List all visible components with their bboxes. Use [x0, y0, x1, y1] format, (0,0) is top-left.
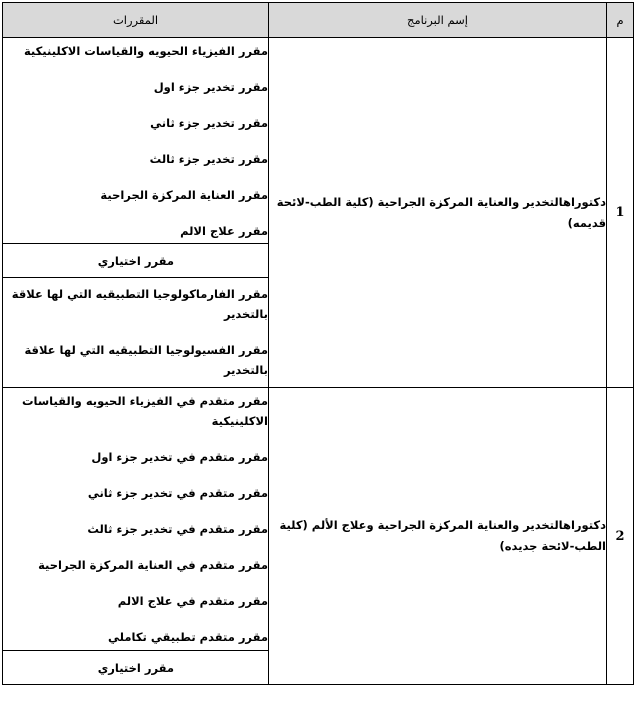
course-item: مقرر متقدم في الفيزياء الحيويه والقياسات الاكلينيكية [21, 394, 268, 428]
elective-label: مقرر اختياري [3, 651, 269, 685]
course-item: مقرر علاج الالم [180, 223, 268, 238]
courses-cell [3, 38, 269, 244]
header-number: م [607, 3, 634, 38]
header-program-name: إسم البرنامج [269, 3, 607, 38]
course-item: مقرر متقدم في تخدير جزء ثالث [87, 522, 268, 536]
programs-table [2, 2, 634, 685]
course-item: مقرر العناية المركزة الجراحية [100, 187, 268, 202]
course-item: مقرر تخدير جزء اول [153, 79, 268, 94]
program-row-1 [3, 38, 634, 244]
course-item: مقرر الفسيولوجيا التطبيقيه التي لها علاقة بالتخدير [24, 342, 268, 377]
course-item: مقرر تخدير جزء ثالث [149, 151, 268, 166]
courses-cell [3, 388, 269, 651]
header-courses: المقررات [3, 3, 269, 38]
elective-courses-cell [3, 278, 269, 388]
course-item: مقرر متقدم تطبيقي تكاملي [108, 630, 268, 644]
course-item: مقرر الفارماكولوجيا التطبيقيه التي لها علاقة بالتخدير [11, 286, 268, 321]
course-item: مقرر تخدير جزء ثاني [150, 115, 268, 130]
program-name: دكتوراهالتخدير والعناية المركزة الجراحية (كلية الطب-لائحة قديمه) [269, 38, 607, 388]
program-row-2 [3, 388, 634, 651]
course-item: مقرر متقدم في تخدير جزء اول [91, 450, 268, 464]
program-number: 1 [607, 38, 634, 388]
header-row [3, 3, 634, 38]
course-item: مقرر الفيزياء الحيويه والقياسات الاكلينيكية [23, 43, 268, 58]
course-item: مقرر متقدم في علاج الالم [117, 594, 268, 608]
course-item: مقرر متقدم في العناية المركزة الجراحية [38, 558, 268, 572]
program-name: دكتوراهالتخدير والعناية المركزة الجراحية وعلاج الألم (كلية الطب-لائحة جديده) [269, 388, 607, 685]
program-number: 2 [607, 388, 634, 685]
elective-label: مقرر اختياري [3, 244, 269, 278]
course-item: مقرر متقدم في تخدير جزء ثاني [87, 486, 268, 500]
